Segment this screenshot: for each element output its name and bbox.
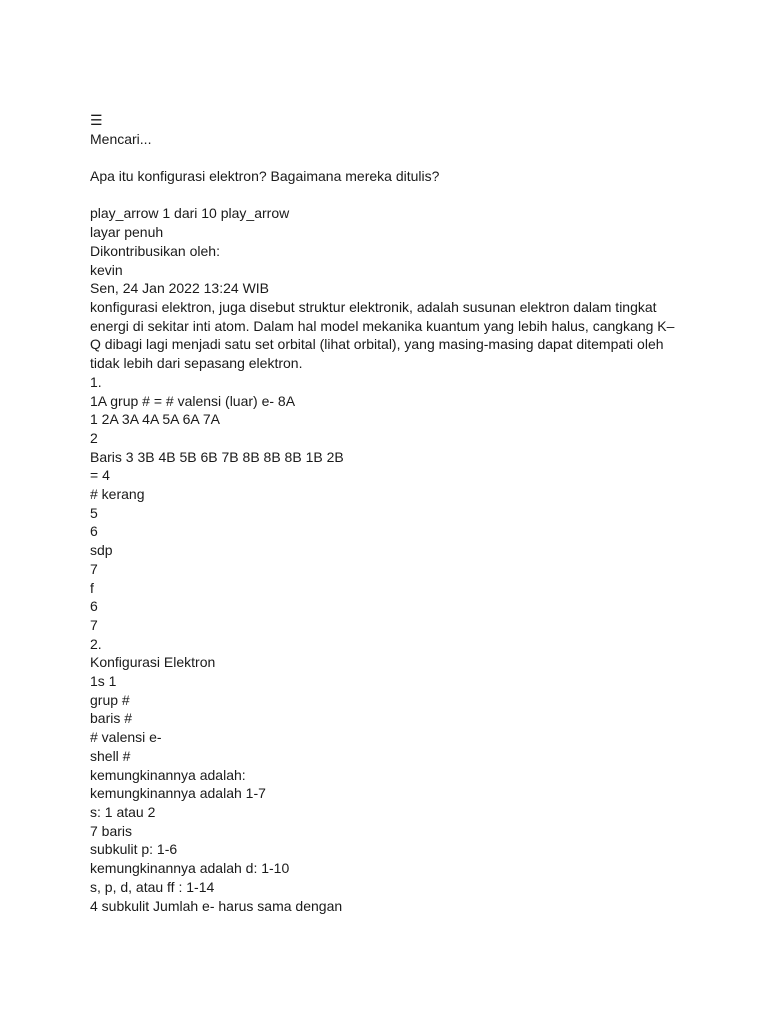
- content-line: subkulit p: 1-6: [90, 841, 178, 858]
- content-line: 1.: [90, 373, 102, 390]
- content-line: 4 subkulit Jumlah e- harus sama dengan: [90, 897, 343, 914]
- content-line: Konfigurasi Elektron: [90, 654, 216, 671]
- content-line: 1 2A 3A 4A 5A 6A 7A: [90, 411, 221, 428]
- contributor-name: kevin: [90, 261, 123, 278]
- content-lines: [90, 373, 690, 915]
- content-line: # kerang: [90, 486, 145, 503]
- content-line: s, p, d, atau ff : 1-14: [90, 878, 215, 895]
- content-line: kemungkinannya adalah d: 1-10: [90, 860, 290, 877]
- slideshow-nav[interactable]: play_arrow 1 dari 10 play_arrow: [90, 205, 290, 222]
- content-line: 1A grup # = # valensi (luar) e- 8A: [90, 392, 296, 409]
- content-line: 5: [90, 504, 98, 521]
- content-line: f: [90, 579, 94, 596]
- content-line: baris #: [90, 710, 133, 727]
- contribution-date: Sen, 24 Jan 2022 13:24 WIB: [90, 280, 270, 297]
- content-line: grup #: [90, 691, 130, 708]
- content-line: 6: [90, 598, 98, 615]
- content-line: Baris 3 3B 4B 5B 6B 7B 8B 8B 8B 1B 2B: [90, 448, 344, 465]
- contributor-label: Dikontribusikan oleh:: [90, 242, 220, 259]
- spacer: [90, 186, 690, 205]
- content-line: 1s 1: [90, 673, 117, 690]
- content-line: 2: [90, 429, 98, 446]
- content-line: 7: [90, 616, 98, 633]
- content-line: s: 1 atau 2: [90, 803, 156, 820]
- spacer: [90, 148, 690, 167]
- content-line: 7 baris: [90, 822, 133, 839]
- content-line: shell #: [90, 747, 131, 764]
- fullscreen-link[interactable]: layar penuh: [90, 224, 164, 241]
- content-line: sdp: [90, 542, 113, 559]
- search-status: Mencari...: [90, 130, 152, 147]
- body-paragraph: konfigurasi elektron, juga disebut struktur elektronik, adalah susunan elektron dalam tingkat energi di sekitar inti atom. Dalam hal model mekanika kuantum yang lebih halus, cangkang K–Q dibagi lagi menjadi satu set orbital (lihat orbital), yang masing-masing dapat ditempati oleh tidak lebih dari sepasang elektron.: [90, 299, 675, 372]
- content-line: kemungkinannya adalah 1-7: [90, 785, 266, 802]
- question-title: Apa itu konfigurasi elektron? Bagaimana mereka ditulis?: [90, 168, 440, 185]
- content-line: # valensi e-: [90, 729, 162, 746]
- content-line: = 4: [90, 467, 110, 484]
- document-page: [90, 111, 690, 915]
- content-line: 6: [90, 523, 98, 540]
- content-line: 7: [90, 560, 98, 577]
- content-line: 2.: [90, 635, 102, 652]
- menu-icon[interactable]: ☰: [90, 112, 103, 128]
- content-line: kemungkinannya adalah:: [90, 766, 246, 783]
